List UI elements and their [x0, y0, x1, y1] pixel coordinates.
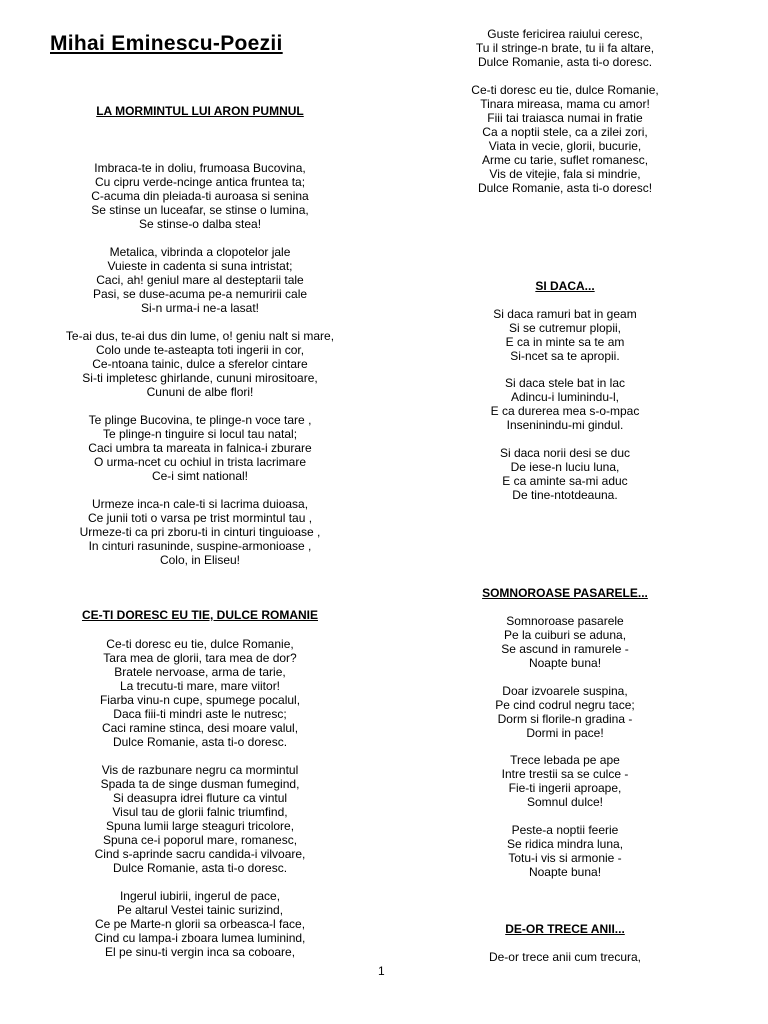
poem-line: Urmeze inca-n cale-ti si lacrima duioasa, [91, 497, 309, 511]
poem-line: Trece lebada pe ape [510, 753, 620, 767]
poem-line: Dulce Romanie, asta ti-o doresc! [477, 181, 653, 195]
poem-line: Caci ramine stinca, desi moare valul, [101, 721, 299, 735]
poem-line: Pe la cuiburi se aduna, [503, 628, 627, 642]
poem-line: Si deasupra idrei fluture ca vintul [112, 791, 288, 805]
poem-line: Ingerul iubirii, ingerul de pace, [119, 889, 281, 903]
poem-line: Peste-a noptii feerie [511, 823, 619, 837]
poem-line: Se stinse un luceafar, se stinse o lumina, [91, 203, 309, 217]
poem-line: Ca a noptii stele, ca a zilei zori, [482, 125, 648, 139]
stanza [410, 950, 720, 964]
poem-line: Si-ncet sa te apropii. [510, 349, 620, 363]
poem-line: Te plinge Bucovina, te plinge-n voce tare , [88, 413, 312, 427]
stanza [410, 684, 720, 740]
poem-title: SI DACA... [535, 279, 595, 293]
poem-title: DE-OR TRECE ANII... [505, 922, 625, 936]
poem-line: Vis de vitejie, fala si mindrie, [489, 167, 641, 181]
poem-line: Somnoroase pasarele [506, 614, 624, 628]
poem-line: Pasi, se duse-acuma pe-a nemuririi cale [92, 287, 308, 301]
poem-line: Colo unde te-asteapta toti ingerii in cor, [95, 343, 305, 357]
poem-line: Si-ti impletesc ghirlande, cununi mirositoare, [82, 371, 318, 385]
stanza [40, 637, 360, 749]
poem-line: Spuna lumii large steaguri tricolore, [105, 819, 295, 833]
poem-line: Totu-i vis si armonie - [508, 851, 622, 865]
poem-line: Dulce Romanie, asta ti-o doresc. [112, 735, 288, 749]
poem-line: Daca fiii-ti mindri aste le nutresc; [113, 707, 287, 721]
stanza [410, 823, 720, 879]
stanza [40, 763, 360, 875]
poem-line: Te-ai dus, te-ai dus din lume, o! geniu nalt si mare, [65, 329, 335, 343]
stanza [40, 497, 360, 567]
poem-line: Dulce Romanie, asta ti-o doresc. [477, 55, 653, 69]
poem-line: Spada ta de singe dusman fumegind, [100, 777, 300, 791]
stanza [410, 307, 720, 363]
document-title: Mihai Eminescu-Poezii [50, 32, 283, 55]
poem-line: Adincu-i luminindu-l, [510, 390, 620, 404]
poem-line: Intre trestii sa se culce - [501, 767, 629, 781]
poem-line: Urmeze-ti ca pri zboru-ti in cinturi tinguioase , [79, 525, 321, 539]
poem-line: Se ridica mindra luna, [506, 837, 624, 851]
poem-line: O urma-ncet cu ochiul in trista lacrimare [93, 455, 307, 469]
poem-line: De-or trece anii cum trecura, [488, 950, 642, 964]
stanza [410, 614, 720, 670]
poem-line: El pe sinu-ti vergin inca sa coboare, [104, 945, 296, 959]
poem-line: Tara mea de glorii, tara mea de dor? [103, 651, 297, 665]
stanza [410, 376, 720, 432]
stanza [410, 753, 720, 809]
poem-line: Arme cu tarie, suflet romanesc, [481, 153, 649, 167]
stanza [410, 83, 720, 195]
poem-line: C-acuma din pleiada-ti auroasa si senina [91, 189, 309, 203]
poem-line: Ce-ti doresc eu tie, dulce Romanie, [106, 637, 294, 651]
poem-line: De tine-ntotdeauna. [512, 488, 618, 502]
poem-title: CE-TI DORESC EU TIE, DULCE ROMANIE [81, 608, 318, 622]
poem-line: Fie-ti ingerii aproape, [508, 781, 622, 795]
poem-line: Somnul dulce! [526, 795, 604, 809]
poem-line: Fiii tai traiasca numai in fratie [487, 111, 643, 125]
poem-title: LA MORMINTUL LUI ARON PUMNUL [96, 104, 304, 118]
poem-line: Cununi de albe flori! [146, 385, 254, 399]
poem-line: Ce junii toti o varsa pe trist mormintul tau , [87, 511, 313, 525]
poem-line: Ce pe Marte-n glorii sa orbeasca-l face, [94, 917, 306, 931]
poem-line: In cinturi rasuninde, suspine-armonioase , [88, 539, 312, 553]
poem-line: Fiarba vinu-n cupe, spumege pocalul, [99, 693, 301, 707]
stanza [40, 413, 360, 483]
poem-line: Si se cutremur plopii, [508, 321, 622, 335]
poem-line: Cind s-aprinde sacru candida-i vilvoare, [94, 847, 306, 861]
poem-line: E ca aminte sa-mi aduc [502, 474, 628, 488]
poem-line: Cind cu lampa-i zboara lumea luminind, [94, 931, 306, 945]
poem-line: Si daca stele bat in lac [504, 376, 626, 390]
poem-line: Tinara mireasa, mama cu amor! [480, 97, 650, 111]
poem-line: De iese-n luciu luna, [510, 460, 620, 474]
poem-line: Vuieste in cadenta si suna intristat; [107, 259, 293, 273]
poem-line: Spuna ce-i poporul mare, romanesc, [102, 833, 298, 847]
poem-line: Viata in vecie, glorii, bucurie, [488, 139, 642, 153]
poem-line: Se stinse-o dalba stea! [138, 217, 262, 231]
poem-line: Te plinge-n tinguire si locul tau natal; [102, 427, 298, 441]
poem-line: E ca in minte sa te am [505, 335, 625, 349]
stanza [410, 446, 720, 502]
page-number: 1 [378, 964, 385, 978]
stanza [40, 329, 360, 399]
poem-line: Ce-i simt national! [151, 469, 249, 483]
poem-line: Dormi in pace! [526, 726, 604, 740]
poem-title: SOMNOROASE PASARELE... [482, 586, 648, 600]
poem-line: Si daca norii desi se duc [499, 446, 631, 460]
poem-line: Visul tau de glorii falnic triumfind, [112, 805, 288, 819]
stanza [40, 245, 360, 315]
poem-line: Cu cipru verde-ncinge antica fruntea ta; [94, 175, 306, 189]
poem-line: Vis de razbunare negru ca mormintul [101, 763, 299, 777]
poem-line: Noapte buna! [528, 656, 602, 670]
poem-line: Caci umbra ta mareata in falnica-i zburare [88, 441, 312, 455]
poem-line: Pe altarul Vestei tainic surizind, [116, 903, 284, 917]
stanza [410, 27, 720, 69]
poem-line: Noapte buna! [528, 865, 602, 879]
poem-line: Caci, ah! geniul mare al desteptarii tale [96, 273, 304, 287]
poem-line: Metalica, vibrinda a clopotelor jale [109, 245, 291, 259]
stanza [40, 161, 360, 231]
poem-line: Ce-ti doresc eu tie, dulce Romanie, [471, 83, 659, 97]
poem-line: La trecutu-ti mare, mare viitor! [119, 679, 281, 693]
poem-line: Inseninindu-mi gindul. [506, 418, 624, 432]
poem-line: Imbraca-te in doliu, frumoasa Bucovina, [94, 161, 306, 175]
poem-line: Pe cind codrul negru tace; [495, 698, 635, 712]
poem-line: Si-n urma-i ne-a lasat! [140, 301, 260, 315]
poem-line: Dulce Romanie, asta ti-o doresc. [112, 861, 288, 875]
poem-line: Bratele nervoase, arma de tarie, [114, 665, 286, 679]
poem-line: Doar izvoarele suspina, [502, 684, 628, 698]
poem-line: Ce-ntoana tainic, dulce a sferelor cintare [92, 357, 308, 371]
poem-line: Se ascund in ramurele - [501, 642, 629, 656]
poem-line: Si daca ramuri bat in geam [493, 307, 637, 321]
poem-line: Colo, in Eliseu! [159, 553, 241, 567]
poem-line: Tu il stringe-n brate, tu ii fa altare, [475, 41, 655, 55]
poem-line: Guste fericirea raiului ceresc, [487, 27, 643, 41]
stanza [40, 889, 360, 959]
poem-line: Dorm si florile-n gradina - [497, 712, 633, 726]
poem-line: E ca durerea mea s-o-mpac [490, 404, 640, 418]
